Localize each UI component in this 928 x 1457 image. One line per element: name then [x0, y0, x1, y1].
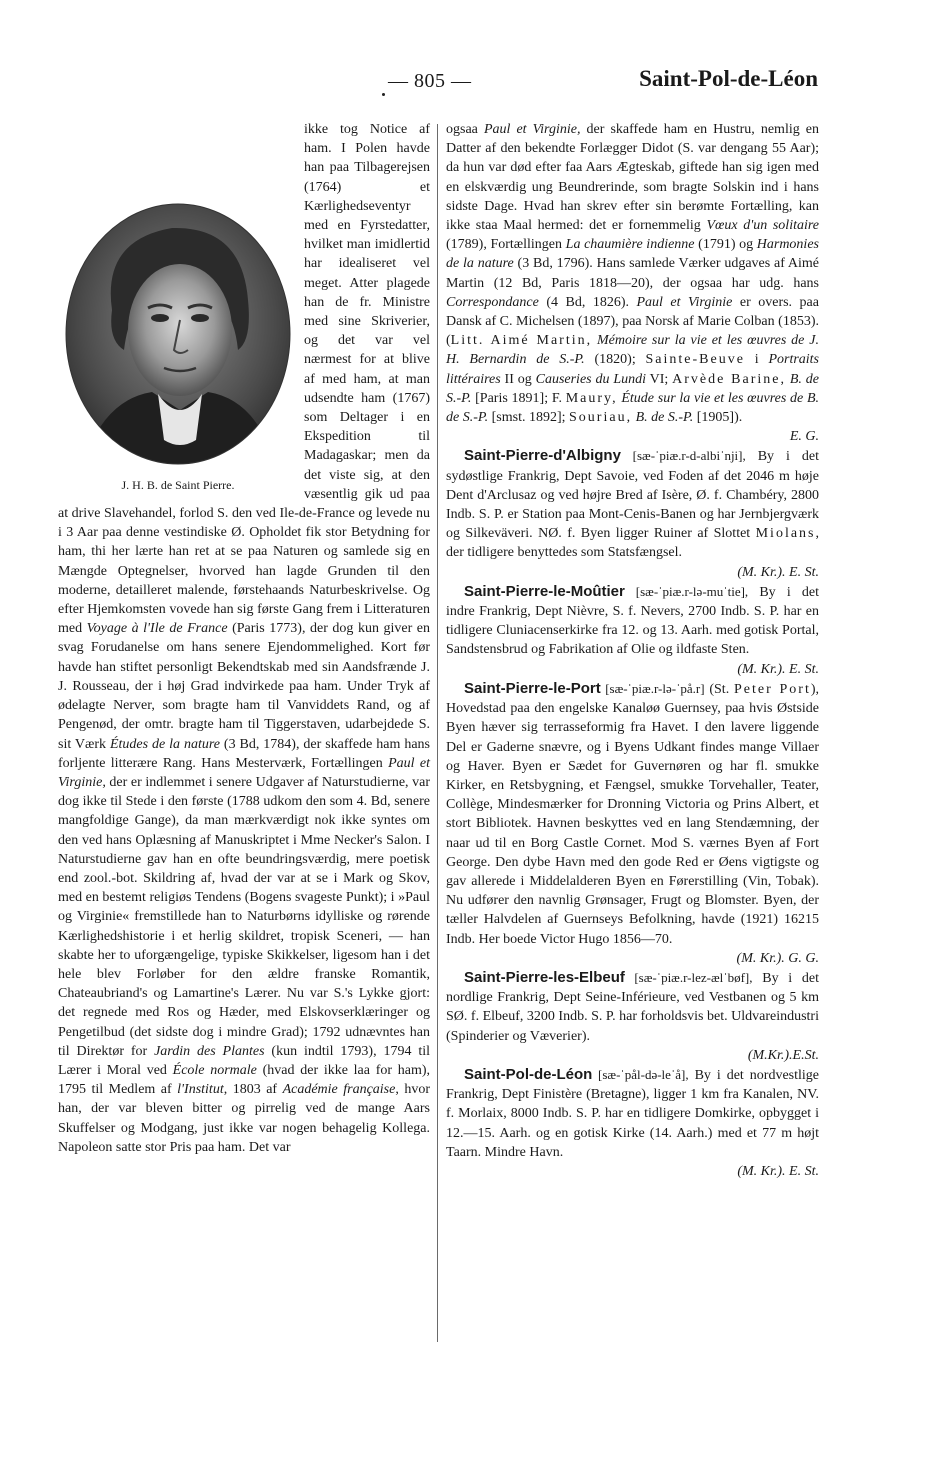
left-title-4: Jardin des Plantes — [154, 1043, 265, 1059]
entry-headword: Saint-Pierre-d'Albigny — [464, 447, 621, 465]
left-title-3: Paul et Virginie, — [58, 755, 430, 790]
entry-text: (St. — [704, 681, 734, 697]
entry-saint-pierre-d-albigny — [446, 446, 819, 581]
entry-saint-pierre-les-elbeuf — [446, 968, 819, 1065]
author-signature: (M. Kr.). E. St. — [737, 564, 819, 580]
entry-text: ), Hovedstad paa den engelske Kanaløø Guernsey, paa hvis Østside Byen hæver sig terrasseformig fra Havet. I den lavere liggende Del er Gaderne snævre, og i Byens Udkant findes mange Villaer og Haver. Byen er Sædet for Guvernøren og har fl. smukke Kirker, en Retsbygning, et Fængsel, smukke Torvehaller, Teater, Collège, Mindesmærker for Dronning Victoria og Prins Albert, et stort Bibliotek. Havnen beskyttes ved en lang Stendæmning, der naar ud til en Borg Castle Cornet. Mod S. værnes Byen af Fort George. Den dybe Havn med den gode Red er Øens vigtigste og gav allerede i Middelalderen Byen en Førerstilling (Vin, Tobak). Nu udfører den navnlig Grønsager, Frugt og Blomster. Byen, der tæller Halvdelen af Guernseys Befolkning, havde (1921) 16215 Indb. Her boede Victor Hugo 1856—70. — [446, 681, 820, 947]
left-title-7: Académie française — [282, 1082, 396, 1098]
portrait-figure — [56, 200, 296, 495]
author-signature: E. G. — [789, 429, 819, 445]
text-span: der skaffede ham en Hustru, nemlig en Datter af den bekendte Forlægger Didot (S. var dengang 55 Aar); da hun var død efter faa Aars Ægteskab, giftede han sig igen med en elskværdig ung Beundrerinde, som bragte Solskin ind i hans sidste Dage. Hvad han skrev efter sin berømte Fortælling, kan ikke staa Maal hermed: det er fornemmelig — [446, 122, 820, 234]
left-text-7: , 1803 af — [223, 1082, 283, 1098]
text-span: i — [744, 352, 769, 368]
author-signature: (M. Kr.). E. St. — [737, 1163, 819, 1179]
left-text-4: der er indlemmet i senere Udgaver af Naturstudierne, var dog ikke til Stede i den første (1788 udkom den som 4. Bd, senere mangfoldige Gange), da man mærkværdigt nok ikke syntes om den ved hans Oplæsning af Manuskriptet i Mme Necker's Salon. I Naturstudierne gav han en ofte beundringsværdig, mere poetisk end zool.-bot. Skildring af, hvad der var at se i Mark og Skov, med en bestemt religiøs Tendens (Bogens svageste Punkt); i »Paul og Virginie« fremstillede han to Naturbørns idylliske og rørende Kærlighedshistorie i et herlig skildret, tropisk Sceneri, — han skabte her to uforgængelige, typiske Skikkelser, ligesom han i det hele blev Forløber for den ældre franske Romantik, Chateaubriand's og Lamartine's Lærer. Nu var S.'s Lykke gjort: det regnede med Ros og Hæder, med Elskovserklæringer og Pengetilbud (det sidste dog i mindre Grad); 1792 udnævntes han til Direktør for — [58, 774, 430, 1059]
left-title-6: l'Institut — [177, 1082, 224, 1098]
italic-title: La chaumière indienne — [565, 237, 695, 253]
italic-title: Étude sur la vie et les œuvres de B. de S.-P. — [446, 390, 819, 426]
left-body — [58, 120, 430, 1157]
spaced-name: Maury, — [565, 390, 618, 406]
text-span: (1820); — [584, 352, 646, 368]
italic-title: Causeries du Lundi — [535, 371, 646, 387]
spaced-name: Souriau, — [569, 410, 633, 426]
text-span: [smst. 1892]; — [488, 410, 570, 426]
entry-text: By i det nordlige Frankrig, Dept Seine-Inférieure, ved Vestbanen og 5 km SØ. f. Elbeuf, 3200 Indb. S. P. har forholdsvis bet. Uldvareindustri (Spinderier og Væverier). — [446, 970, 819, 1044]
header-dot — [382, 93, 385, 96]
left-column — [58, 120, 430, 1157]
entry-text: By i det nordvestlige Frankrig, Dept Finistère (Bretagne), ligger 1 km fra Kanalen, NV. f. Morlaix, 8000 Indb. S. P. har en tidligere Domkirke, opbygget i 12.—15. Aarh. og en gotisk Kirke (14. Aarh.) med et 77 m højt Taarn. Mindre Havn. — [446, 1067, 819, 1160]
left-text-6: (hvad der ikke laa for ham), 1795 til Medlem af — [58, 1062, 431, 1098]
left-text-1: ikke tog Notice af ham. I Polen havde han paa Tilbagerejsen (1764) et Kærlighedseventyr med en Fyrstedatter, hvilket man imidlertid har idealiseret vel meget. Atter plagede han de fr. Ministre med sine Skriverier, og det var vel nærmest for at blive af med ham, at man udsendte ham (1767) som Deltager i en Ekspedition til Madagaskar; men da det viste sig, at den væsentlig gik ud paa at drive Slavehandel, forlod S. den ved Ile-de-France og levede nu i 3 Aar paa denne vestindiske Ø. Opholdet fik stor Betydning for ham, thi her lærte han ret at se paa Naturen og samlede sig en Mængde Optegnelser, hvorved han lagde Grunden til den moderne, detailleret malende, førstehaands Naturbeskrivelse. Og efter Hjemkomsten vovede han sig første Gang frem i Litteraturen med — [58, 122, 430, 637]
entry-headword: Saint-Pierre-les-Elbeuf — [464, 968, 625, 986]
left-text-5: (kun indtil 1793), 1794 til Lærer i Moral ved — [58, 1043, 430, 1078]
entry-text: By i det sydøstlige Frankrig, Dept Savoie, ved Foden af det 2046 m høje Dent d'Arclusaz og ved højre Bred af Isère, Ø. f. Chambéry, 2800 Indb. S. P. er Station paa Mont-Cenis-Banen og har Jernbjergværk og Silkeväveri. NØ. f. Byen ligger Ruiner af Slottet — [446, 449, 819, 542]
italic-title: Portraits littéraires — [446, 352, 820, 387]
italic-title: Harmonies de la nature — [446, 237, 819, 272]
pronunciation: [sæ-ˈpiæ.r-lə-muˈtie], — [624, 583, 749, 599]
left-text-2: (Paris 1773), der dog kun giver en svag Forudanelse om hans senere Ejendommelighed. Kort før havde han stiftet personligt Bekendtskab med sin Aandsfrænde J. J. Rousseau, der i høj Grad indvirkede paa ham. Under Tryk af ødelagte Nerver, som bragte ham til Vanviddets Rand, og af Pengenød, der omtr. bragte ham til Tiggerstaven, udarbejdede S. sit Værk — [58, 621, 431, 752]
spaced-name: Arvède Barine, — [672, 371, 786, 387]
entry-saint-pierre-le-moutier — [446, 582, 819, 679]
pronunciation: [sæ-ˈpiæ.r-lə-ˈpå.r] — [600, 680, 705, 696]
left-text-8: , hvor han, der var bleven bitter og pirrelig ved de mange Aars Skuffelser og Modgang, just ikke var nogen behagelig Kollega. Napoleon satte stor Pris paa ham. Det var — [58, 1082, 431, 1155]
left-text-3: (3 Bd, 1784), der skaffede ham hans forljente litterære Rang. Hans Mesterværk, Fortællingen — [58, 736, 430, 771]
italic-title: B. de S.-P. — [446, 371, 819, 406]
figure-caption: J. H. B. de Saint Pierre. — [121, 478, 235, 493]
italic-title: Paul et Virginie — [636, 294, 733, 310]
bernardin-continuation — [446, 120, 819, 446]
author-signature: (M. Kr.). E. St. — [737, 661, 819, 677]
author-signature: (M. Kr.). G. G. — [736, 950, 819, 966]
author-signature: (M.Kr.).E.St. — [747, 1047, 819, 1063]
text-span: [Paris 1891]; F. — [471, 390, 566, 406]
left-title-5: École normale — [172, 1062, 257, 1078]
running-title: Saint-Pol-de-Léon — [639, 66, 818, 91]
pronunciation: [sæ-ˈpiæ.r-lez-ælˈbøf], — [624, 969, 753, 985]
pronunciation: [sæ-ˈpål-də-leˈå], — [592, 1066, 689, 1082]
left-title-1: Voyage à l'Ile de France — [86, 621, 228, 637]
text-span: (1791) og — [694, 237, 757, 253]
text-span: (1789), Fortællingen — [446, 237, 566, 253]
text-span: (3 Bd, 1796). Hans samlede Værker udgaves af Aimé Martin (12 Bd, Paris 1818—20), der ogsaa har udg. hans — [446, 256, 820, 291]
text-span: II og — [500, 371, 536, 387]
text-span: (4 Bd, 1826). — [538, 294, 637, 310]
page-number: — 805 — — [388, 70, 472, 92]
italic-title: Paul et Virginie, — [483, 122, 581, 137]
text-span: [1905]). — [693, 410, 743, 426]
italic-title: Vœux d'un solitaire — [706, 218, 820, 234]
pronunciation: [sæ-ˈpiæ.r-d-albiˈnji], — [620, 448, 746, 464]
entry-headword: Saint-Pol-de-Léon — [464, 1065, 593, 1083]
italic-title: Correspondance — [446, 294, 539, 310]
spaced-name: Peter Port — [733, 681, 811, 697]
text-span: er overs. paa Dansk af C. Michelsen (1897), paa Norsk af Marie Colban (1853). ( — [446, 294, 819, 349]
text-span: VI; — [646, 371, 673, 387]
text-span: ogsaa — [446, 122, 484, 137]
portrait-image — [62, 200, 294, 468]
italic-title: B. de S.-P. — [632, 410, 694, 426]
left-title-2: Études de la nature — [109, 736, 220, 752]
entry-saint-pierre-le-port — [446, 679, 819, 968]
italic-title: Mémoire sur la vie et les œuvres de J. H. Bernardin de S.-P. — [446, 333, 820, 368]
entry-text: , der tidligere benyttedes som Statsfængsel. — [446, 526, 819, 561]
entry-headword: Saint-Pierre-le-Moûtier — [464, 582, 625, 600]
entry-headword: Saint-Pierre-le-Port — [464, 679, 601, 697]
entry-text: By i det indre Frankrig, Dept Nièvre, S. f. Nevers, 2700 Indb. S. P. har en tidligere Cluniacenserkirke fra 12. og 13. Aarh. med gotisk Portal, Sandstensbrud og Fabrikation af Olie og ildfaste Sten. — [446, 584, 819, 658]
entry-saint-pol-de-leon — [446, 1065, 819, 1181]
spaced-name: Sainte-Beuve — [645, 352, 745, 368]
spaced-name: Miolans — [755, 526, 816, 542]
column-divider — [437, 124, 438, 1342]
right-column — [446, 120, 819, 1181]
spaced-name: Litt. Aimé Martin, — [450, 333, 593, 349]
